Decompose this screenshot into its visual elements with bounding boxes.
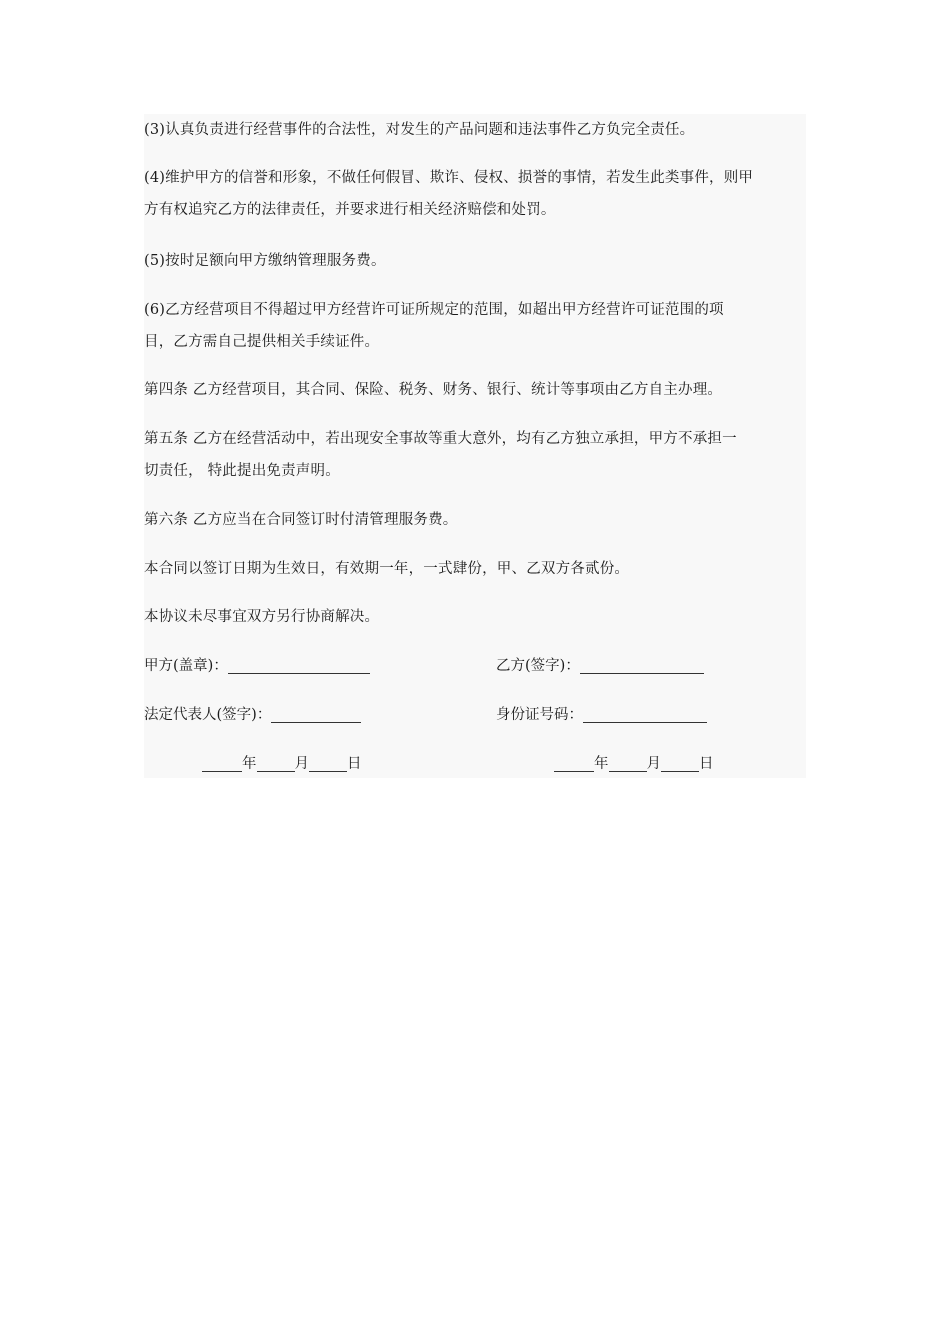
day-label: 日 — [699, 756, 714, 772]
party-b-label: 乙方(签字)： — [496, 658, 580, 674]
validity-clause — [144, 553, 806, 585]
party-a-date — [202, 748, 362, 780]
legal-rep-signature — [144, 699, 361, 731]
month-blank — [257, 755, 295, 772]
article-4 — [144, 374, 806, 406]
paragraph-line: 第五条 乙方在经营活动中，若出现安全事故等重大意外，均有乙方独立承担，甲方不承担一 — [144, 431, 737, 447]
paragraph-line: 目，乙方需自己提供相关手续证件。 — [144, 334, 380, 350]
article-6 — [144, 504, 806, 536]
legal-rep-label: 法定代表人(签字)： — [144, 707, 272, 723]
paragraph-line: (4)维护甲方的信誉和形象，不做任何假冒、欺诈、侵权、损誉的事情，若发生此类事件，则甲 — [144, 170, 754, 186]
month-label: 月 — [294, 756, 309, 772]
legal-rep-blank — [271, 706, 361, 723]
paragraph-line: (6)乙方经营项目不得超过甲方经营许可证所规定的范围，如超出甲方经营许可证范围的项 — [144, 302, 724, 318]
year-label: 年 — [594, 756, 609, 772]
clause-3 — [144, 114, 806, 146]
id-number-field — [496, 699, 707, 731]
paragraph-line: 方有权追究乙方的法律责任，并要求进行相关经济赔偿和处罚。 — [144, 202, 556, 218]
signature-row-dates — [144, 748, 806, 780]
paragraph-line: 切责任， 特此提出免责声明。 — [144, 463, 340, 479]
signature-row-representatives — [144, 699, 806, 731]
party-a-blank — [228, 657, 370, 674]
party-a-label: 甲方(盖章)： — [144, 658, 228, 674]
month-blank — [609, 755, 647, 772]
year-blank — [554, 755, 594, 772]
paragraph-line: 第四条 乙方经营项目，其合同、保险、税务、财务、银行、统计等事项由乙方自主办理。 — [144, 382, 723, 398]
month-label: 月 — [646, 756, 661, 772]
signature-row-parties — [144, 650, 806, 682]
day-label: 日 — [347, 756, 362, 772]
id-number-blank — [583, 706, 707, 723]
day-blank — [309, 755, 347, 772]
paragraph-line: (3)认真负责进行经营事件的合法性，对发生的产品问题和违法事件乙方负完全责任。 — [144, 122, 695, 138]
day-blank — [661, 755, 699, 772]
paragraph-line: (5)按时足额向甲方缴纳管理服务费。 — [144, 253, 386, 269]
paragraph-line: 本合同以签订日期为生效日，有效期一年，一式肆份，甲、乙双方各贰份。 — [144, 561, 630, 577]
supplementary-clause — [144, 601, 806, 633]
id-number-label: 身份证号码： — [496, 707, 583, 723]
paragraph-line: 本协议未尽事宜双方另行协商解决。 — [144, 609, 380, 625]
party-a-signature — [144, 650, 370, 682]
clause-6 — [144, 294, 806, 358]
party-b-signature — [496, 650, 704, 682]
clause-4 — [144, 162, 806, 226]
year-label: 年 — [242, 756, 257, 772]
clause-5 — [144, 245, 806, 277]
contract-page-content — [144, 114, 806, 778]
party-b-blank — [580, 657, 704, 674]
year-blank — [202, 755, 242, 772]
party-b-date — [554, 748, 714, 780]
paragraph-line: 第六条 乙方应当在合同签订时付清管理服务费。 — [144, 512, 458, 528]
article-5 — [144, 423, 806, 487]
